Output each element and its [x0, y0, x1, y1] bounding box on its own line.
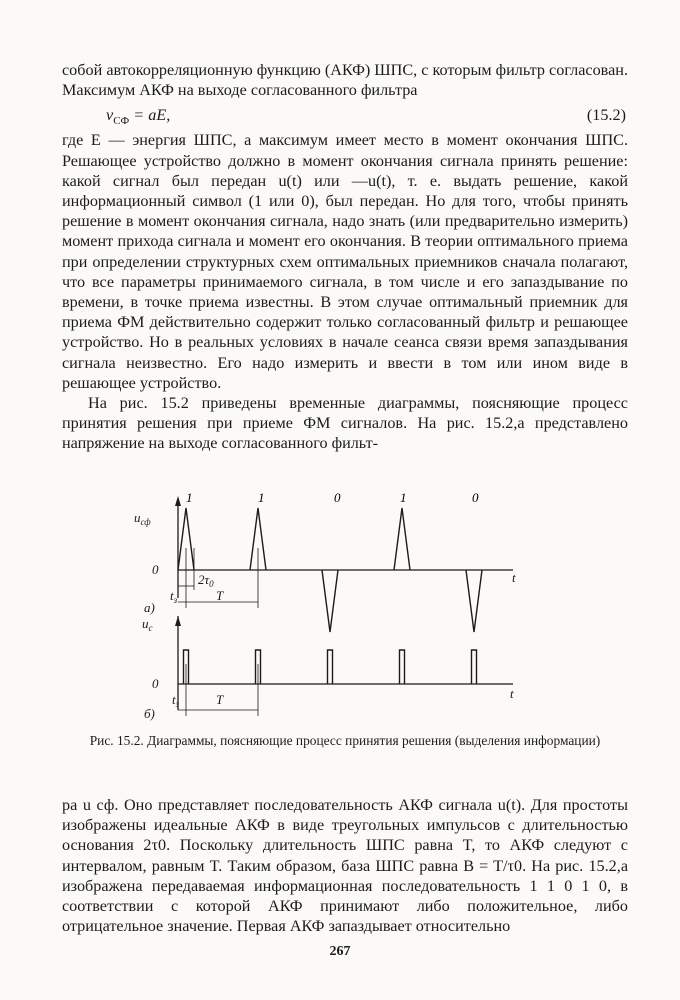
paragraph-continuation: ра u сф. Оно представляет последовательность АКФ сигнала u(t). Для простоты изображены идеальные АКФ в виде треугольных импульсов с длительностью основания 2τ0. Поскольку длительность ШПС равна T, то АКФ следуют с интервалом, равным T. Таким образом, база ШПС равна B = T/τ0. На рис. 15.2,а изображена передаваемая информационная последовательность 1 1 0 1 0, в соответствии с которой АКФ принимают либо положительное, либо отрицательное значение. Первая АКФ запаздывает относительно [62, 796, 628, 936]
chart-b-y-arrow [175, 616, 181, 626]
paragraph-energy: где E — энергия ШПС, а максимум имеет место в момент окончания ШПС. Решающее устройство должно в момент окончания сигнала принять решение: какой сигнал был передан u(t) или —u(t), т. е. выдать решение, какой информационный символ (1 или 0), был передан. Но для того, чтобы принять решение в момент окончания сигнала, надо знать (или предварительно измерить) момент прихода сигнала и момент его окончания. В теории оптимального приема при определении структурных схем оптимальных приемников сначала полагают, что все параметры принимаемого сигнала, в том числе и его запаздывание по времени, в точке приема известны. В этом случае оптимальный приемник для приема ФМ действительно содержит только согласованный фильтр и решающее устройство. Но в реальных условиях в начале сеанса связи время запаздывания сигнала неизвестно. Его надо измерить и ввести в том или ином виде в решающее устройство. [62, 131, 628, 392]
signal-pulse [400, 650, 405, 684]
equation-number: (15.2) [586, 106, 626, 125]
bit-labels [186, 490, 479, 505]
paragraph-intro: собой автокорреляционную функцию (АКФ) ШПС, с которым фильтр согласован. Максимум АКФ на выходе согласованного фильтра [62, 61, 628, 100]
bit-label: 1 [400, 490, 407, 505]
bit-label: 1 [258, 490, 265, 505]
chart-a [175, 496, 513, 632]
chart-a-y-arrow [175, 496, 181, 506]
chart-b [175, 616, 513, 716]
equation-rhs: = aE, [133, 106, 171, 125]
chart-b-T-label: T [216, 692, 224, 707]
chart-b-ts-label: $t_з$ [172, 692, 180, 709]
acf-pulse [466, 570, 482, 632]
bit-label: 0 [472, 490, 479, 505]
figure-15-2 [128, 478, 528, 728]
paragraph-figure-intro: На рис. 15.2 приведены временные диаграммы, поясняющие процесс принятия решения при приеме ФМ сигналов. На рис. 15.2,а представлено напряжение на выходе согласованного фильт- [62, 394, 628, 453]
page-number: 267 [329, 944, 351, 959]
chart-b-panel: б) [144, 706, 155, 721]
chart-a-panel: а) [144, 600, 155, 615]
chart-a-zero: 0 [152, 562, 159, 577]
chart-b-zero: 0 [152, 676, 159, 691]
chart-b-pulses [184, 650, 477, 684]
chart-b-ylabel: $u_с$ [142, 616, 153, 633]
equation-15-2 [62, 103, 628, 129]
timing-diagram [128, 478, 528, 728]
chart-a-xlabel: t [512, 570, 516, 585]
chart-a-labels [134, 510, 516, 615]
signal-pulse [328, 650, 333, 684]
figure-caption: Рис. 15.2. Диаграммы, поясняющие процесс принятия решения (выделения информации) [89, 733, 601, 748]
chart-a-ts-label: $t_з$ [170, 588, 178, 605]
bottom-text-block [62, 795, 628, 936]
equation-expression [106, 105, 170, 131]
top-text-block [62, 60, 628, 454]
acf-pulse [394, 508, 410, 570]
bit-label: 1 [186, 490, 193, 505]
signal-pulse [472, 650, 477, 684]
equation-lhs: v [106, 106, 114, 125]
chart-b-xlabel: t [510, 686, 514, 701]
chart-a-T-label: T [216, 588, 224, 603]
chart-a-2tau-label: $2\tau_0$ [198, 572, 214, 589]
acf-pulse [322, 570, 338, 632]
bit-label: 0 [334, 490, 341, 505]
equation-lhs-sub: СФ [113, 115, 130, 128]
chart-a-ylabel: $u_{сф}$ [134, 510, 151, 527]
